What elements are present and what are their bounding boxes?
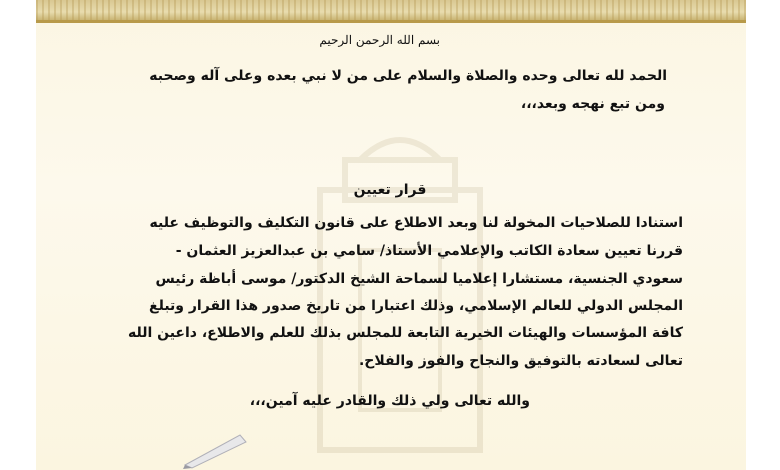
pen-icon [180, 430, 250, 470]
body-line-6: تعالى لسعادته بالتوفيق والنجاح والفوز والفلاح. [358, 353, 683, 369]
border-divider [36, 20, 746, 23]
watermark-emblem [300, 130, 500, 460]
body-line-1: استنادا للصلاحيات المخولة لنا وبعد الاطلاع على قانون التكليف والتوظيف عليه [149, 215, 683, 231]
intro-line-2: ومن تبع نهجه وبعد،،، [520, 96, 665, 112]
body-line-5: كافة المؤسسات والهيئات الخيرية التابعة للمجلس بذلك للعلم والاطلاع، داعين الله [127, 325, 683, 341]
body-line-4: المجلس الدولي للعالم الإسلامي، وذلك اعتبارا من تاريخ صدور هذا القرار وتبلغ [149, 298, 683, 314]
decision-heading: قرار تعيين [353, 182, 427, 198]
closing-prayer: والله تعالى ولي ذلك والقادر عليه آمين،،، [249, 393, 530, 409]
decorative-top-border [36, 0, 746, 20]
body-line-2: قررنا تعيين سعادة الكاتب والإعلامي الأستاذ/ سامي بن عبدالعزيز العثمان - [175, 243, 683, 259]
basmala: بسم الله الرحمن الرحيم [319, 33, 440, 47]
intro-line-1: الحمد لله تعالى وحده والصلاة والسلام على من لا نبي بعده وعلى آله وصحبه [149, 68, 667, 84]
body-line-3: سعودي الجنسية، مستشارا إعلاميا لسماحة الشيخ الدكتور/ موسى أباظة رئيس [155, 271, 683, 287]
